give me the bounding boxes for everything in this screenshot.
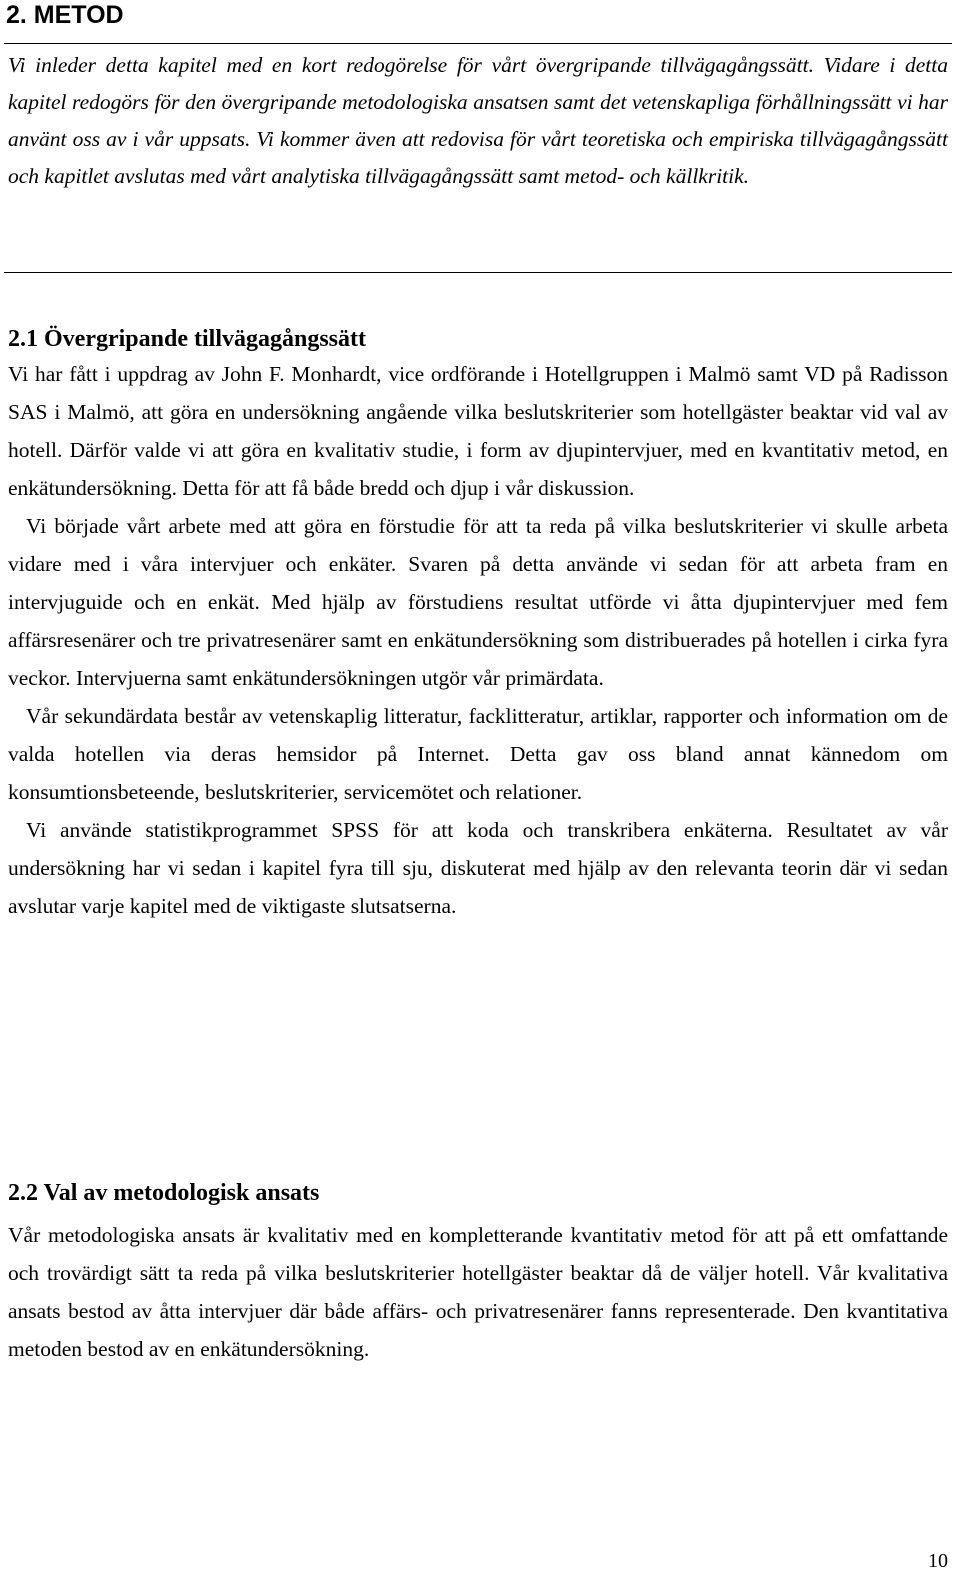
page-number: 10 [928,1550,948,1572]
intro-top-rule [4,43,952,44]
paragraph: Vår sekundärdata består av vetenskaplig litteratur, facklitteratur, artiklar, rapporter och information om de valda hotellen via deras hemsidor på Internet. Detta gav oss bland annat kännedom om konsumtionsbeteende, beslutskriterier, servicemötet och relationer. [8,704,948,804]
paragraph: Vi använde statistikprogrammet SPSS för att koda och transkribera enkäterna. Resultatet av vår undersökning har vi sedan i kapitel fyra till sju, diskuterat med hjälp av den relevanta teorin där vi sedan avslutar varje kapitel med de viktigaste slutsatserna. [8,818,948,918]
section-body-2-2 [8,1216,948,1368]
chapter-intro: Vi inleder detta kapitel med en kort redogörelse för vårt övergripande tillvägagångssätt. Vidare i detta kapitel redogörs för den övergripande metodologiska ansatsen samt det vetenskapliga förhållningssätt vi har använt oss av i vår uppsats. Vi kommer även att redovisa för vårt teoretiska och empiriska tillvägagångssätt och kapitlet avslutas med vårt analytiska tillvägagångssätt samt metod- och källkritik. [8,53,948,188]
paragraph: Vi började vårt arbete med att göra en förstudie för att ta reda på vilka beslutskriterier vi skulle arbeta vidare med i våra intervjuer och enkäter. Svaren på detta använde vi sedan för att arbeta fram en intervjuguide och en enkät. Med hjälp av förstudiens resultat utförde vi åtta djupintervjuer med fem affärsresenärer och tre privatresenärer samt en enkätundersökning som distribuerades på hotellen i cirka fyra veckor. Intervjuerna samt enkätundersökningen utgör vår primärdata. [8,514,948,690]
intro-bottom-rule [4,272,952,273]
paragraph: Vi har fått i uppdrag av John F. Monhardt, vice ordförande i Hotellgruppen i Malmö samt VD på Radisson SAS i Malmö, att göra en undersökning angående vilka beslutskriterier som hotellgäster beaktar vid val av hotell. Därför valde vi att göra en kvalitativ studie, i form av djupintervjuer, med en kvantitativ metod, en enkätundersökning. Detta för att få både bredd och djup i vår diskussion. [8,362,948,500]
section-heading-2-1: 2.1 Övergripande tillvägagångssätt [8,326,366,352]
chapter-title: 2. METOD [6,1,124,29]
section-body-2-1 [8,355,948,925]
section-heading-2-2: 2.2 Val av metodologisk ansats [8,1180,320,1206]
paragraph: Vår metodologiska ansats är kvalitativ med en kompletterande kvantitativ metod för att på ett omfattande och trovärdigt sätt ta reda på vilka beslutskriterier hotellgäster beaktar då de väljer hotell. Vår kvalitativa ansats bestod av åtta intervjuer där både affärs- och privatresenärer fanns representerade. Den kvantitativa metoden bestod av en enkätundersökning. [8,1223,948,1361]
